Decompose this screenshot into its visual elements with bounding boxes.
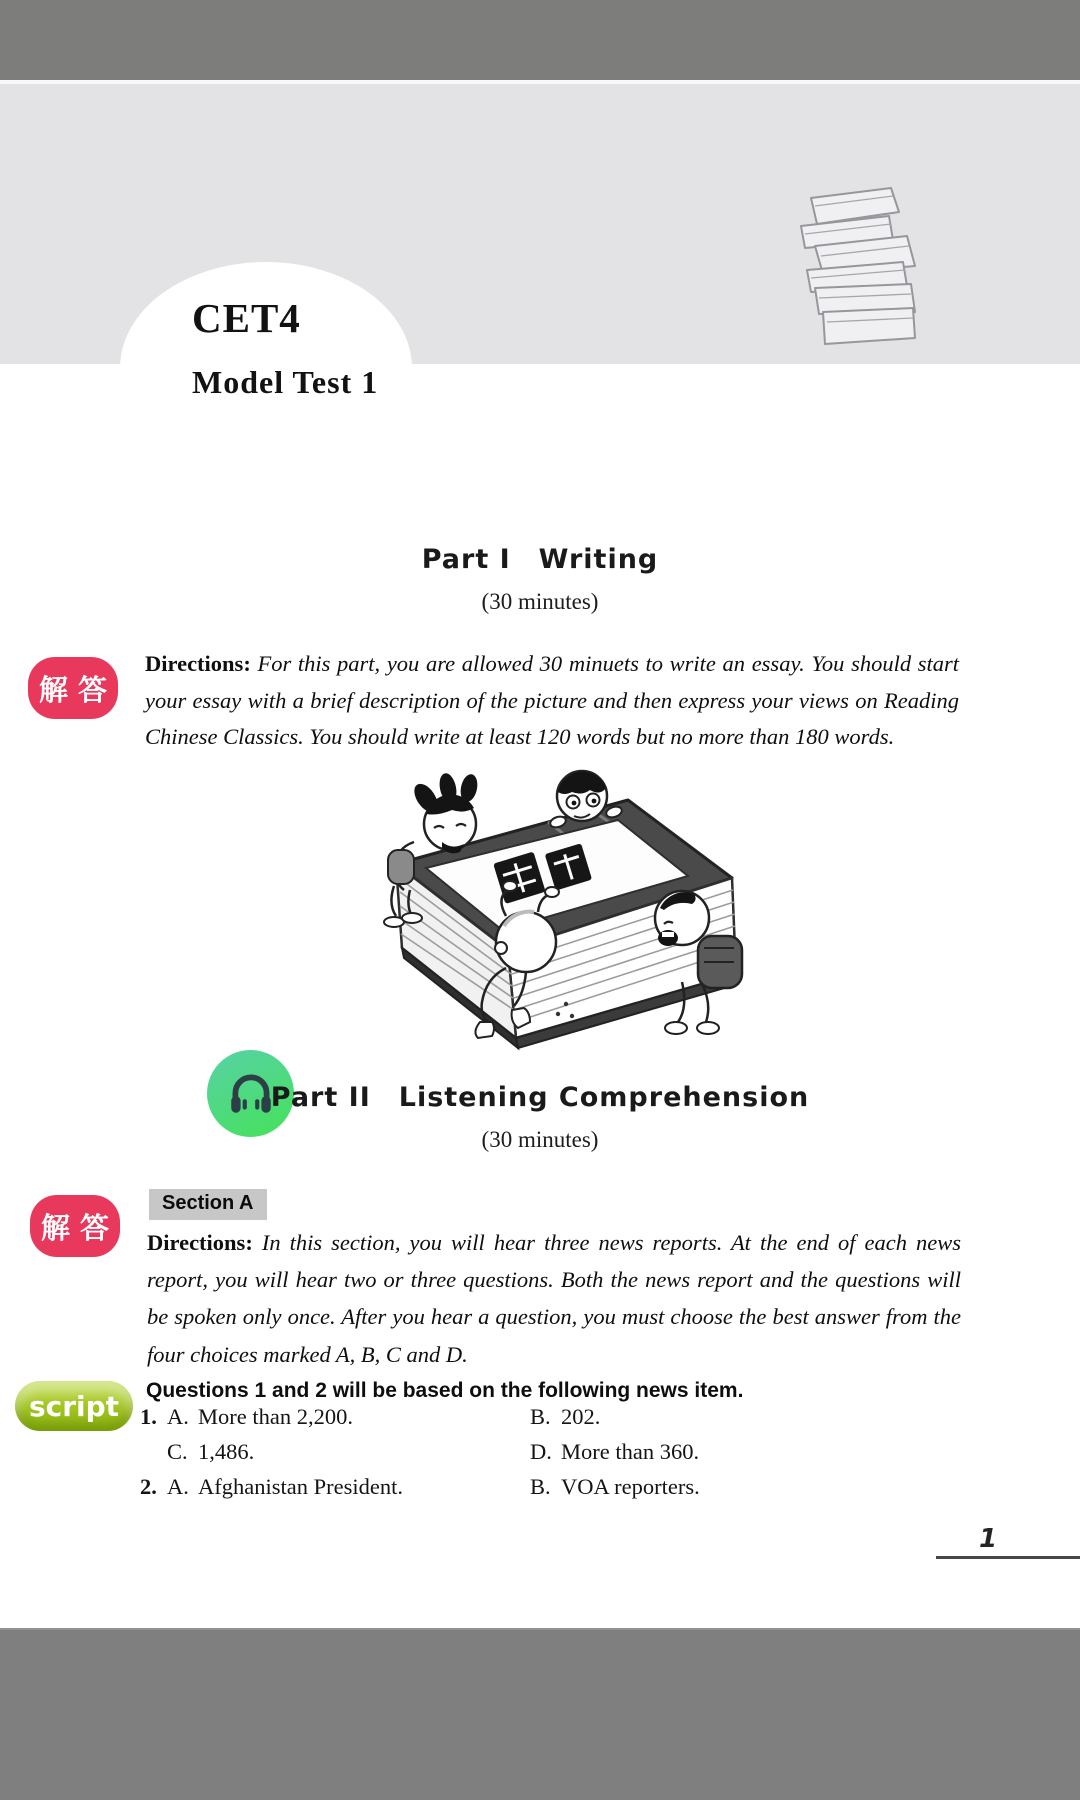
option-b bbox=[530, 1404, 600, 1430]
question-row bbox=[140, 1404, 960, 1436]
answer-badge: 解 答 bbox=[28, 657, 118, 719]
option-a bbox=[167, 1474, 403, 1500]
part2-label: Part II bbox=[270, 1082, 371, 1113]
part2-heading bbox=[0, 1082, 1080, 1113]
option-text: VOA reporters. bbox=[561, 1474, 700, 1499]
part1-label: Part I bbox=[421, 544, 511, 575]
exam-title: CET4 bbox=[192, 295, 301, 341]
question-row bbox=[140, 1439, 960, 1471]
option-label: B. bbox=[530, 1404, 551, 1429]
part2-title: Listening Comprehension bbox=[398, 1082, 810, 1113]
directions-label: Directions: bbox=[147, 1230, 253, 1255]
directions-text: For this part, you are allowed 30 minuets to write an essay. You should start your essay with a brief description of the picture and then express your views on Reading Chinese Classics. You should write at least 120 words but no more than 180 words. bbox=[145, 651, 959, 750]
option-label: D. bbox=[530, 1439, 552, 1464]
answer-badge: 解 答 bbox=[30, 1195, 120, 1257]
script-badge: script bbox=[15, 1381, 133, 1431]
bottom-gray-band bbox=[0, 1628, 1080, 1800]
part1-heading bbox=[0, 544, 1080, 575]
section-a-directions bbox=[147, 1224, 961, 1373]
option-text: 1,486. bbox=[198, 1439, 255, 1464]
part1-directions bbox=[145, 646, 959, 756]
directions-label: Directions: bbox=[145, 651, 251, 676]
option-text: More than 360. bbox=[561, 1439, 700, 1464]
part2-duration: (30 minutes) bbox=[481, 1127, 599, 1152]
option-label: C. bbox=[167, 1439, 188, 1464]
directions-text: In this section, you will hear three news reports. At the end of each news report, you will hear two or three questions. Both the news report and the questions will be spoken only once. After you hear a question, you must choose the best answer from the four choices marked A, B, C and D. bbox=[147, 1230, 962, 1367]
page-number: 1 bbox=[978, 1524, 998, 1554]
option-text: 202. bbox=[561, 1404, 601, 1429]
stacked-books-illustration bbox=[793, 182, 935, 354]
question-row bbox=[140, 1474, 960, 1506]
top-gray-band bbox=[0, 0, 1080, 80]
option-a bbox=[167, 1404, 353, 1430]
question-number: 2. bbox=[140, 1474, 157, 1499]
option-b bbox=[530, 1474, 700, 1500]
section-a-label: Section A bbox=[149, 1189, 267, 1220]
part1-duration: (30 minutes) bbox=[481, 589, 599, 614]
option-d bbox=[530, 1439, 699, 1465]
question-number: 1. bbox=[140, 1404, 157, 1429]
part1-title: Writing bbox=[538, 544, 659, 575]
option-text: More than 2,200. bbox=[198, 1404, 353, 1429]
page-number-rule bbox=[936, 1556, 1080, 1559]
writing-prompt-illustration bbox=[330, 766, 754, 1052]
questions-intro: Questions 1 and 2 will be based on the following news item. bbox=[146, 1379, 744, 1402]
option-c bbox=[167, 1439, 254, 1465]
exam-subtitle: Model Test 1 bbox=[192, 364, 379, 400]
option-label: B. bbox=[530, 1474, 551, 1499]
option-text: Afghanistan President. bbox=[198, 1474, 403, 1499]
option-label: A. bbox=[167, 1404, 189, 1429]
option-label: A. bbox=[167, 1474, 189, 1499]
